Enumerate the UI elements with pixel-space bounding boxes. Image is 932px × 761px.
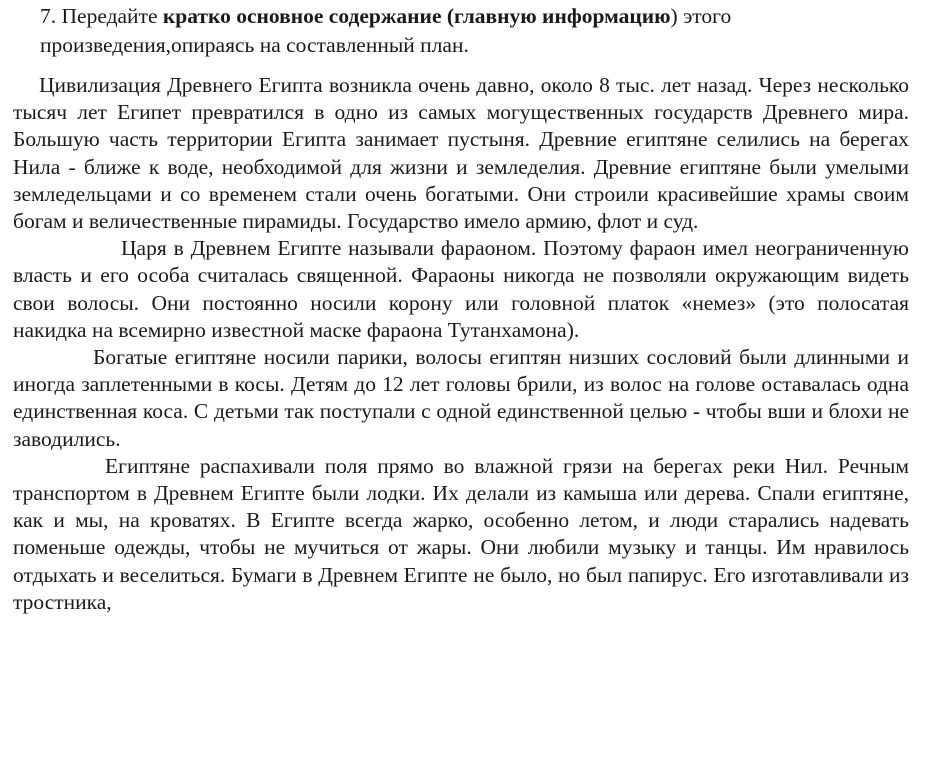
paragraph-pharaoh: Царя в Древнем Египте называли фараоном. Поэтому фараон имел неограниченную власть и его особа считалась священной. Фараоны никогда не позволяли окружающим видеть свои волосы. Они постоянно носили корону или головной платок «немез» (это полосатая накидка на всемирно известной маске фараона Тутанхамона). [13, 236, 909, 342]
task-number: 7. [40, 4, 57, 28]
paragraph-daily-life: Египтяне распахивали поля прямо во влажной грязи на берегах реки Нил. Речным транспортом в Древнем Египте были лодки. Их делали из камыша или дерева. Спали египтяне, как и мы, на кроватях. В Египте всегда жарко, особенно летом, и люди старались надевать поменьше одежды, чтобы не мучиться от жары. Они любили музыку и танцы. Им нравилось отдыхать и веселиться. Бумаги в Древнем Египте не было, но был папирус. Его изготавливали из тростника, [13, 453, 909, 614]
paragraph-egypt-civilization: Цивилизация Древнего Египта возникла очень давно, около 8 тыс. лет назад. Через несколько тысяч лет Египет превратился в одно из самых могущественных государств Древнего мира. Большую часть территории Египта занимает пустыня. Древние египтяне селились на берегах Нила - ближе к воде, необходимой для жизни и земледелия. Древние египтяне были умелыми земледельцами и со временем стали очень богатыми. Они строили красивейшие храмы своим богам и величественные пирамиды. Государство имело армию, флот и суд. [13, 73, 909, 234]
task-text-before: Передайте [61, 4, 163, 28]
task-text-after: ) этого произведения,опираясь на составленный план. [40, 4, 732, 57]
task-instruction [40, 2, 900, 60]
paragraph-hair: Богатые египтяне носили парики, волосы египтян низших сословий были длинными и иногда заплетенными в косы. Детям до 12 лет головы брили, из волос на голове оставалась одна единственная коса. С детьми так поступали с одной единственной целью - чтобы вши и блохи не заводились. [13, 345, 909, 451]
task-text-bold: кратко основное содержание (главную информацию [162, 4, 671, 28]
article-body [13, 72, 909, 616]
